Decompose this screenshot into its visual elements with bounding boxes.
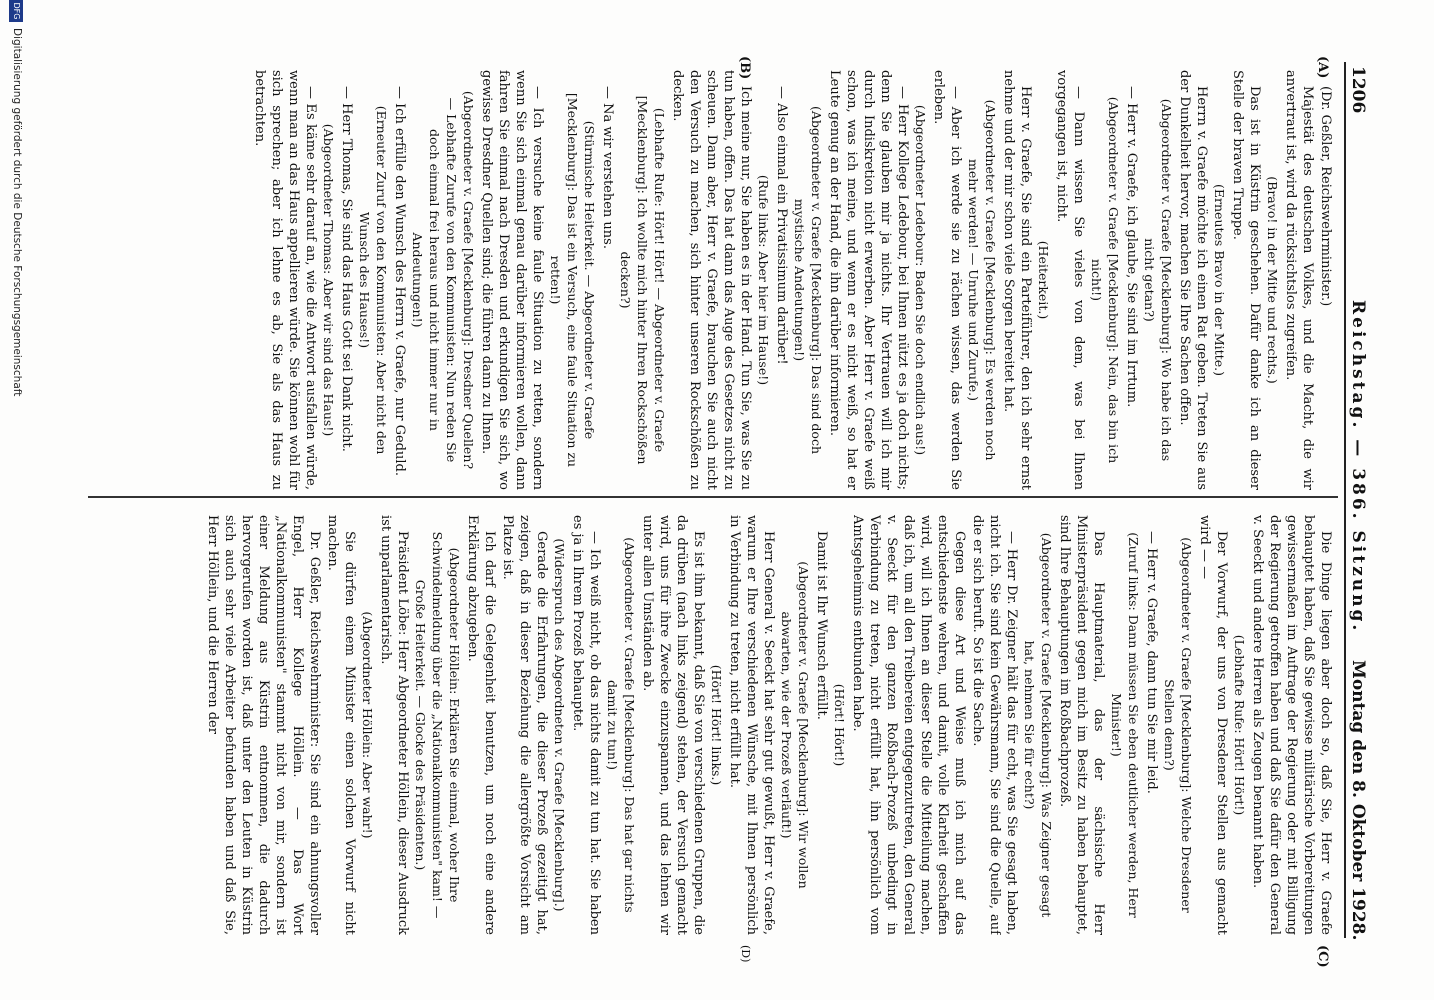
paragraph: Präsident Löbe: Herr Abgeordneter Höllein, dieser Ausdruck ist unparlamentarisch. <box>378 515 410 935</box>
paragraph: — Also einmal ein Privatissimum darüber! <box>774 86 789 365</box>
margin-mark-d: (D) <box>739 945 752 963</box>
interjection: (Abgeordneter v. Graefe [Mecklenburg]: Wo habe ich das nicht getan?) <box>1142 98 1174 462</box>
paragraph: — Herr Thomas, Sie sind das Haus Gott sei Dank nicht. <box>339 86 354 452</box>
interjection: (Abgeordneter v. Graefe [Mecklenburg]: Das sind doch mystische Andeutungen!) <box>792 105 824 455</box>
interjection: (Zuruf links: Dann müssen Sie eben deutlicher werden, Herr Minister!) <box>1109 532 1141 918</box>
paragraph: — Herr v. Graefe, ich glaube, Sie sind im Irrtum. <box>1124 86 1139 408</box>
paragraph: Das ist in Küstrin geschehen. Dafür danke ich an dieser Stelle der braven Truppe. <box>1230 70 1262 490</box>
paragraph: Herr General v. Seeckt hat sehr gut gewußt, Herr v. Graefe, warum er Ihre verschiedenen Wünsche, mit Ihnen persönlich in Verbindung zu treten, nicht erfüllt hat. <box>727 515 776 935</box>
interjection: (Abgeordneter Höllein: Aber wahr!) <box>360 611 375 839</box>
paragraph: Der Vorwurf, der uns von Dresdener Stellen aus gemacht wird — — <box>1197 515 1229 935</box>
interjection: (Erneutes Bravo in der Mitte.) <box>1212 184 1227 376</box>
paragraph: Herr v. Graefe, Sie sind ein Parteiführer, den ich sehr ernst nehme und der mir schon viele Sorgen bereitet hat. <box>1001 70 1033 490</box>
running-title: Reichstag. — 386. Sitzung. <box>1348 300 1368 634</box>
dfg-logo: DFG <box>9 0 23 22</box>
paragraph: — Dann wissen Sie vieles von dem, was bei Ihnen vorgegangen ist, nicht. <box>1054 70 1086 490</box>
paragraph: Die Dinge liegen aber doch so, daß Sie, Herr v. Graefe behauptet haben, daß Sie gewisse militärische Vorbereitungen gewissermaßen im Auftrage der Regierung oder mit Billigung der Regierung getroffen haben und daß Sie dafür den General v. Seeckt und andere Herren als Zeugen benannt haben. <box>1250 515 1333 935</box>
margin-mark-c: (C) <box>1315 945 1330 968</box>
interjection: (Abgeordneter v. Graefe [Mecklenburg]: Es werden noch mehr werden! — Unruhe und Zurufe.) <box>966 99 998 461</box>
interjection: (Abgeordneter v. Graefe [Mecklenburg]: Dresdner Quellen? — Lebhafte Zurufe von den Kommunisten: Nun reden Sie doch einmal frei heraus und nicht immer nur in Andeutungen!) <box>410 90 476 470</box>
paragraph: Sie dürfen einem Minister einen solchen Vorwurf nicht machen. <box>325 515 357 935</box>
interjection: (Abgeordneter v. Graefe [Mecklenburg]: Welche Dresdener Stellen denn?) <box>1162 537 1194 913</box>
session-date: Montag den 8. Oktober 1928. <box>1348 660 1368 941</box>
margin-mark-b: (B) <box>737 56 752 80</box>
interjection: (Abgeordneter v. Graefe [Mecklenburg]: Das hat gar nichts damit zu tun!) <box>605 537 637 913</box>
paragraph: — Herr Dr. Zeigner hält das für echt, was Sie gesagt haben, nicht ich. Sie sind kein Gewährsmann, Sie sind die Quelle, auf die er sich beruft. So ist die Sache. <box>970 515 1019 935</box>
interjection: (Rufe links: Aber hier im Hause!) <box>756 174 771 386</box>
paragraph: — Herr Kollege Ledebour, bei Ihnen nützt es ja doch nichts; denn Sie glauben mir ja nichts. Ihr Vertrauen will ich mir durch Indiskretion nicht erwerben. Aber Herr v. Graefe weiß schon, was ich meine, und wenn er es nicht weiß, so hat er Leute genug an der Hand, die ihn darüber informieren. <box>827 70 910 490</box>
margin-mark-a: (A) <box>1315 56 1330 79</box>
paragraph: Majestät des deutschen Volkes, und die Macht, die wir anvertraut ist, wird da rücksichtslos zugreifen. <box>1283 70 1315 490</box>
header-rule <box>1344 62 1346 938</box>
interjection: (Abgeordneter Thomas: Aber wir sind das Haus!) <box>321 123 336 437</box>
interjection: (Bravo! in der Mitte und rechts.) <box>1265 176 1280 384</box>
paragraph: — Na wir verstehen uns. <box>600 86 615 249</box>
left-text-column <box>94 70 1334 490</box>
page-number: 1206 <box>1348 66 1368 114</box>
interjection: (Erneuter Zuruf von den Kommunisten: Aber nicht den Wunsch des Hauses!) <box>357 105 389 455</box>
interjection: (Hört! Hört!) <box>832 683 847 767</box>
paragraph: — Herr v. Graefe, dann tun Sie mir leid. <box>1144 531 1159 794</box>
column-divider <box>88 496 1338 498</box>
digitization-credit: Digitalisierung gefördert durch die Deutsche Forschungsgemeinschaft <box>11 28 23 397</box>
interjection: (Abgeordneter v. Graefe [Mecklenburg]: Wir wollen abwarten, wie der Prozeß verläuft!) <box>779 561 811 889</box>
interjection: (Widerspruch des Abgeordneten v. Graefe [Mecklenburg].) <box>552 538 567 912</box>
paragraph: Ich darf die Gelegenheit benutzen, um noch eine andere Erklärung abzugeben. <box>465 515 497 935</box>
paragraph: Das Hauptmaterial, das der sächsische Herr Ministerpräsident gegen mich im Besitz zu haben behauptet, sind Ihre Behauptungen im Roßbachprozeß. <box>1057 515 1106 935</box>
page-footer <box>3 0 25 1000</box>
interjection: (Heiterkeit.) <box>1036 240 1051 320</box>
interjection: (Abgeordneter Ledebour: Baden Sie doch endlich aus!) <box>913 104 928 456</box>
paragraph: — Es käme sehr darauf an, wie die Antwort ausfallen würde, wenn man an das Haus appellieren würde. Sie können wohl für sich sprechen; aber ich lehne es ab, Sie als das Haus zu betrachten. <box>252 70 318 490</box>
interjection: (Lebhafte Rufe: Hört! Hört!) <box>1232 634 1247 816</box>
paragraph: Gerade die Erfahrungen, die dieser Prozeß gezeitigt hat, zeigen, daß in dieser Beziehung die allergrößte Vorsicht am Platze ist. <box>500 515 549 935</box>
paragraph: Dr. Geßler, Reichswehrminister: Sie sind ein ahnungsvoller Engel, Herr Kollege Höllein. — Das Wort „Nationalkommunisten" stammt nicht von mir, sondern ist einer Meldung aus Küstrin entnommen, die dadurch hervorgerufen worden ist, daß unter den Leuten in Küstrin sich auch sehr viele Arbeiter befunden haben und daß Sie, Herr Höllein, und die Herren der <box>205 515 322 935</box>
interjection: (Abgeordneter v. Graefe [Mecklenburg]: Nein, das bin ich nicht!) <box>1089 96 1121 464</box>
interjection: (Abgeordneter v. Graefe [Mecklenburg]: Was Zeigner gesagt hat, nehmen Sie für echt?) <box>1022 532 1054 918</box>
paragraph: Damit ist Ihr Wunsch erfüllt. <box>814 531 829 720</box>
paragraph: Ich meine nur, Sie haben es in der Hand. Tun Sie, was Sie zu tun haben, offen. Das hat dann das Auge des Gesetzes nicht zu scheuen. Dann aber, Herr v. Graefe, brauchen Sie auch nicht den Versuch zu machen, sich hinter unseren Rockschößen zu decken. <box>670 70 753 490</box>
paragraph: — Ich weiß nicht, ob das nichts damit zu tun hat. Sie haben es ja in Ihrem Prozeß behauptet. <box>570 515 602 935</box>
interjection: (Hört! Hört! links.) <box>709 664 724 786</box>
paragraph: — Ich erfülle den Wunsch des Herrn v. Graefe, nur Geduld. <box>392 86 407 476</box>
interjection: (Abgeordneter Höllein: Erklären Sie einmal, woher Ihre Schwindelmeldung über die „Nationalkommunisten" kam! — Große Heiterkeit. — Glocke des Präsidenten.) <box>413 531 462 919</box>
interjection: (Lebhafte Rufe: Hört! Hört! — Abgeordneter v. Graefe [Mecklenburg]: Ich wollte mich hinter Ihren Rockschößen decken?) <box>618 95 667 465</box>
paragraph: Herrn v. Graefe möchte ich einen Rat geben. Treten Sie aus der Dunkelheit hervor, machen Sie Ihre Sachen offen. <box>1177 70 1209 490</box>
paragraph: — Ich versuche keine faule Situation zu retten, sondern wenn Sie sich einmal genau darüber informieren wollen, dann fahren Sie einmal nach Dresden und erkundigen Sie sich, wo gewisse Dresdner Quellen sind; die führen dann zu Ihnen. <box>479 70 545 490</box>
paragraph: Gegen diese Art und Weise muß ich mich auf das entschiedenste wehren, und damit, volle Klarheit geschaffen wird, will ich Ihnen an dieser Stelle die Mitteilung machen, daß ich, um all den Treibereien entgegenzutreten, den General v. Seeckt für den ganzen Roßbach-Prozeß unbedingt in Verbindung zu treten, nicht erfüllt hat, ihn persönlich vom Amtsgeheimnis entbunden habe. <box>850 515 967 935</box>
paragraph: Es ist ihm bekannt, daß Sie von verschiedenen Gruppen, die da drüben (nach links zeigend) stehen, der Versuch gemacht wird, uns für ihre Zwecke einzuspannen, und das lehnen wir unter allen Umständen ab. <box>640 515 706 935</box>
right-text-column <box>94 515 1334 935</box>
interjection: (Stürmische Heiterkeit. — Abgeordneter v. Graefe [Mecklenburg]: Das ist ein Versuch, eine faule Situation zu retten!) <box>548 92 597 468</box>
paragraph: — Aber ich werde sie zu rächen wissen, das werden Sie erleben. <box>931 70 963 490</box>
paragraph: (Dr. Geßler, Reichswehrminister.) <box>1318 86 1333 307</box>
